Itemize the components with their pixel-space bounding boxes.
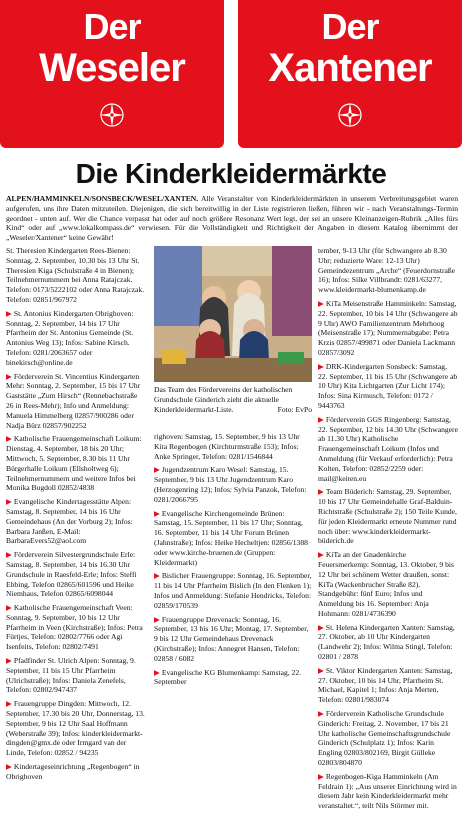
listing-entry <box>318 299 458 358</box>
listing-text: Kindertageseinrichtung „Regenbogen“ in Obrighoven <box>6 762 140 781</box>
listing-text: St. Antonius Kindergarten Obrighoven: Sonntag, 2. September, 14 bis 17 Uhr Pfarrheim der St. Antonius Gemeinde (St. Antonius Weg 13); Infos: Sabine Kirsch. Telefon: 0281/2063657 oder binekirsch@online.de <box>6 308 134 367</box>
listing-text: Team Büderich: Samstag, 29. September, 10 bis 17 Uhr Gemeindehalle Graf-Balduin-Richtstraße (Schulstraße 2); 150 Teile Kunde, für jeden Kleidermarkt erneute Nummer rund noch über: www.kinderkleidermarkt-büderich.de <box>318 487 457 546</box>
column-3 <box>318 246 458 815</box>
listing-entry <box>154 509 312 568</box>
listing-text: Katholische Frauengemeinschaft Veen: Sonntag, 9. September, 10 bis 12 Uhr Pfarrheim in Veen (Kirchstraße); Infos: Petra Fürtjes, Telefon: 02802/7766 oder Agi Isenfeits, Telefon: 02802/7491 <box>6 603 143 652</box>
listing-entry <box>6 699 146 758</box>
masthead-line2: Xantener <box>268 46 432 90</box>
bullet-arrow-icon: ▶ <box>6 371 12 381</box>
bullet-arrow-icon: ▶ <box>154 667 160 677</box>
bullet-arrow-icon: ▶ <box>154 571 160 581</box>
bullet-arrow-icon: ▶ <box>318 550 324 560</box>
column-2 <box>154 432 312 691</box>
listing-text: KiTa Meisenstraße Hamminkeln: Samstag, 22. September, 10 bis 14 Uhr (Schwangere ab 9 Uhr) AWO Familienzentrum Mehrhoog (Meisenstraße 17); Nummernabgabe: Petra Krzis 02857/499871 oder Daniela Lackmann 02857/3092 <box>318 298 458 357</box>
listing-entry <box>318 623 458 662</box>
bullet-arrow-icon: ▶ <box>154 614 160 624</box>
listing-text: Förderverein Katholische Grundschule Ginderich: Freitag, 2. November, 17 bis 21 Uhr katholische Gemeinschaftsgrundschule Ginderich (Schulplatz 1); Infos: Karin Engling 02803/802169, Birgit Gülleke 02803/804870 <box>318 709 451 768</box>
dateline: ALPEN/HAMMINKELN/SONSBECK/WESEL/XANTEN. <box>6 194 199 203</box>
bullet-arrow-icon: ▶ <box>318 487 324 497</box>
caption-text: Das Team des Fördervereins der katholischen Grundschule Ginderich zieht die aktuelle Kinderkleidermarkt-Liste. <box>154 385 293 414</box>
listing-text: Evangelische Kindertagesstätte Alpen: Samstag, 8. September, 14 bis 16 Uhr Gemeindehaus (An der Vorburg 2); Infos: Barbara Janßen, E-Mail: BarbaraEvers52@aol.com <box>6 497 133 546</box>
listing-entry <box>318 550 458 619</box>
listing-entry <box>6 550 146 599</box>
listing-entry <box>154 465 312 504</box>
compass-rose-icon <box>337 102 363 128</box>
bullet-arrow-icon: ▶ <box>154 465 160 475</box>
listing-entry <box>318 772 458 811</box>
listing-text: Frauengruppe Drevenack: Sonntag, 16. September, 13 bis 16 Uhr; Montag, 17. September, 9 bis 12 Uhr Gemeindehaus Drevenack (Kirchstraße); Infos: Annegret Hansen, Telefon: 02858 / 6082 <box>154 614 309 663</box>
photo-caption <box>154 385 312 414</box>
listing-entry <box>318 246 458 295</box>
bullet-arrow-icon: ▶ <box>6 434 12 444</box>
masthead-line2: Weseler <box>39 46 185 90</box>
listing-text: Jugendzentrum Karo Wesel: Samstag, 15. September, 9 bis 13 Uhr Jugendzentrum Karo (Herzogenring 12); Infos: Sylvia Panzok, Telefon: 0281/2066795 <box>154 465 307 504</box>
bullet-arrow-icon: ▶ <box>6 497 12 507</box>
bullet-arrow-icon: ▶ <box>6 699 12 709</box>
listing-text: Evangelische KG Blumenkamp: Samstag, 22. September <box>154 667 302 687</box>
listing-entry <box>318 362 458 411</box>
bullet-arrow-icon: ▶ <box>318 298 324 308</box>
listing-entry <box>6 372 146 431</box>
masthead-line1: Der <box>321 6 379 47</box>
listing-text: Frauengruppe Dingden: Mittwoch, 12. September, 17.30 bis 20 Uhr, Donnerstag, 13. September, 9 bis 12 Uhr Saal Hoffmann (Weberstraße 39); Infos: kinderkleidermarkt-dingden@gmx.de oder Irmgard van der Linde, Telefon: 02852 / 94235 <box>6 699 145 758</box>
listing-entry <box>318 709 458 768</box>
bullet-arrow-icon: ▶ <box>318 665 324 675</box>
listing-text: DRK-Kindergarten Sonsbeck: Samstag, 22. September, 11 bis 15 Uhr (Schwangere ab 10 Uhr) Kita Lichtgarten (Zur Licht 174); Infos: Sina Kirmusch, Telefon: 0172 / 9443763 <box>318 361 458 410</box>
listing-entry <box>6 603 146 652</box>
masthead-weseler <box>0 0 224 148</box>
listing-entry <box>318 487 458 546</box>
photo-credit: Foto: EvPo <box>277 404 312 414</box>
listing-entry <box>6 434 146 493</box>
bullet-arrow-icon: ▶ <box>6 550 12 560</box>
masthead-line1: Der <box>83 6 141 47</box>
listing-text: St. Viktor Kindergarten Xanten: Samstag, 27. Oktober, 10 bis 14 Uhr, Pfarrheim St. Michael, Kapitel 1; Infos: Anja Merten, Telefon: 02801/983074 <box>318 665 453 705</box>
listing-entry <box>6 309 146 368</box>
bullet-arrow-icon: ▶ <box>318 414 324 424</box>
listing-entry <box>154 615 312 664</box>
listing-text: Förderverein Silvestergrundschule Erle: Samstag, 8. September, 14 bis 16.30 Uhr Grundschule in Raesfeld-Erle; Infos: Steffi Ebbing, Telefon 02865/601596 und Heike Niemhaus, Telefon 02865/6098044 <box>6 550 137 599</box>
listing-text: Evangelische Kirchengemeinde Brünen: Samstag, 15. September, 11 bis 17 Uhr; Sonntag, 16. September, 11 bis 14 Uhr Forum Brünen (Jahnstraße); Infos: Heike Hecheltjen: 02856/1388 oder www.kirche-bruenen.de (Gruppen: Kleidermarkt) <box>154 508 308 567</box>
listing-entry <box>154 668 312 688</box>
listing-entry <box>318 415 458 484</box>
listing-entry <box>6 762 146 782</box>
listing-entry <box>6 497 146 546</box>
listing-entry <box>6 656 146 695</box>
bullet-arrow-icon: ▶ <box>318 709 324 719</box>
bullet-arrow-icon: ▶ <box>318 361 324 371</box>
bullet-arrow-icon: ▶ <box>318 771 324 781</box>
listing-text: tember, 9-13 Uhr (für Schwangere ab 8.30 Uhr; reduzierte Ware: 12-13 Uhr) Gemeindezentrum „Arche“ (Feuerdornstraße 16); Infos: Silke Villbrandt: 0281/63277, www.kleidermarkt-blumenkamp.de <box>318 246 456 295</box>
compass-rose-icon <box>99 102 125 128</box>
column-1 <box>6 246 146 786</box>
listing-text: KiTa an der Gnadenkirche Feuersmerkemp: Sonntag, 13. Oktober, 9 bis 12 Uhr bei schönem Wetter draußen, sonst: KiTa (Wackenbrucher Straße 82). Standgebühr: fünf Euro; Infos und Anmeldung bis 16. September: Anja Hohmann: 0281/4736390 <box>318 550 454 618</box>
listing-text: Förderverein St. Vincentius Kindergarten Mehr: Sonntag, 2. September, 15 bis 17 Uhr Gaststätte „Zum Hirsch“ (Rennebachstraße 26 in Rees-Mehr); Info und Anmeldung: Manuela Himmelberg 02857/900286 oder Nadja Bürz 02857/902252 <box>6 371 141 430</box>
article-intro <box>6 194 458 243</box>
listing-entry <box>154 432 312 461</box>
bullet-arrow-icon: ▶ <box>6 656 12 666</box>
listing-text: Katholische Frauengemeinschaft Loikum: Dienstag, 4. September, 18 bis 20 Uhr; Mittwoch, 5. September, 8.30 bis 11 Uhr Bürgerhalle Loikum (Ellsholtweg 6); Teilnehmernummern und weitere Infos bei Monika Bugdoll 02852/4838 <box>6 434 142 493</box>
listing-text: Bislicher Frauengruppe: Sonntag, 16. September, 11 bis 14 Uhr Pfarrheim Bislich (In den Flenken 1); Infos und Anmeldung: Stefanie Hendricks, Telefon: 02859/170539 <box>154 571 312 610</box>
listing-text: St. Helena Kindergarten Xanten: Samstag, 27. Oktober, ab 10 Uhr Kindergarten (Landwehr 2); Infos: Wilma Stingl, Telefon: 02801 / 2878 <box>318 622 455 662</box>
bullet-arrow-icon: ▶ <box>6 308 12 318</box>
masthead-xantener <box>238 0 462 148</box>
bullet-arrow-icon: ▶ <box>6 603 12 613</box>
listing-text: Förderverein GGS Ringenberg: Samstag, 22. September, 12 bis 14.30 Uhr (Schwangere ab 11.30 Uhr) Katholische Frauengemeinschaft Loikum (Infos und Anmeldung (für Verkauf erforderlich): Petra Kolten, Telefon: 02852/2259 oder: mail@keiten.eu <box>318 414 458 483</box>
bullet-arrow-icon: ▶ <box>6 762 12 772</box>
team-photo <box>154 246 312 382</box>
intro-text: Alle Veranstalter von Kinderkleidermärkten in unserem Verbreitungsgebiet waren aufgerufen, uns ihre Daten mitzuteilen. Diejenigen, die sich bereitwillig in der Liste registrieren ließen, führen wir - nach Veranstaltungs-Termin geordnet - unten auf. Wer die Chance verpasst hat oder auf noch größere Resonanz Wert legt, der sei an unsere Kleinanzeigen-Rubrik „Alles fürs Kind“ oder auf „www.lokalkompass.de“ verwiesen. Für die Vollständigkeit und Richtigkeit der Angaben in diesem Katalog übernimmt der „Weseler/Xantener“ keine Gewähr! <box>6 194 458 243</box>
listing-entry <box>154 571 312 610</box>
bullet-arrow-icon: ▶ <box>318 622 324 632</box>
bullet-arrow-icon: ▶ <box>154 508 160 518</box>
listing-text: St. Theresien Kindergarten Rees-Bienen: Sonntag, 2. September, 10.30 bis 13 Uhr St. Theresien Kiga (Schulstraße 4 in Bienen); Teilnehmernummern bei Anna Ratajczak. Telefon: 0173/5222102 oder Anna Ratajczak. Telefon: 02851/967972 <box>6 246 145 304</box>
listing-entry <box>6 246 146 305</box>
listing-text: Pfadfinder St. Ulrich Alpen: Sonntag, 9. September, 11 bis 15 Uhr Pfarrheim (Ulrichstraße); Infos: Daniela Zenefels, Telefon: 02802/947437 <box>6 656 136 695</box>
article-headline: Die Kinderkleidermärkte <box>75 158 387 189</box>
listing-text: Regenbogen-Kiga Hamminkeln (Am Feldrain 1): „Aus unserer Einrichtung wird in diesem Jahr kein Kinderkleidermarkt mehr veranstaltet.“, teilt Nils Störmer mit. <box>318 771 457 811</box>
listing-entry <box>318 666 458 705</box>
listing-text: righoven: Samstag, 15. September, 9 bis 13 Uhr Kita Regenbogen (Kirchturmstraße 153); Infos: Anke Springer, Telefon: 0281/1546844 <box>154 432 300 461</box>
